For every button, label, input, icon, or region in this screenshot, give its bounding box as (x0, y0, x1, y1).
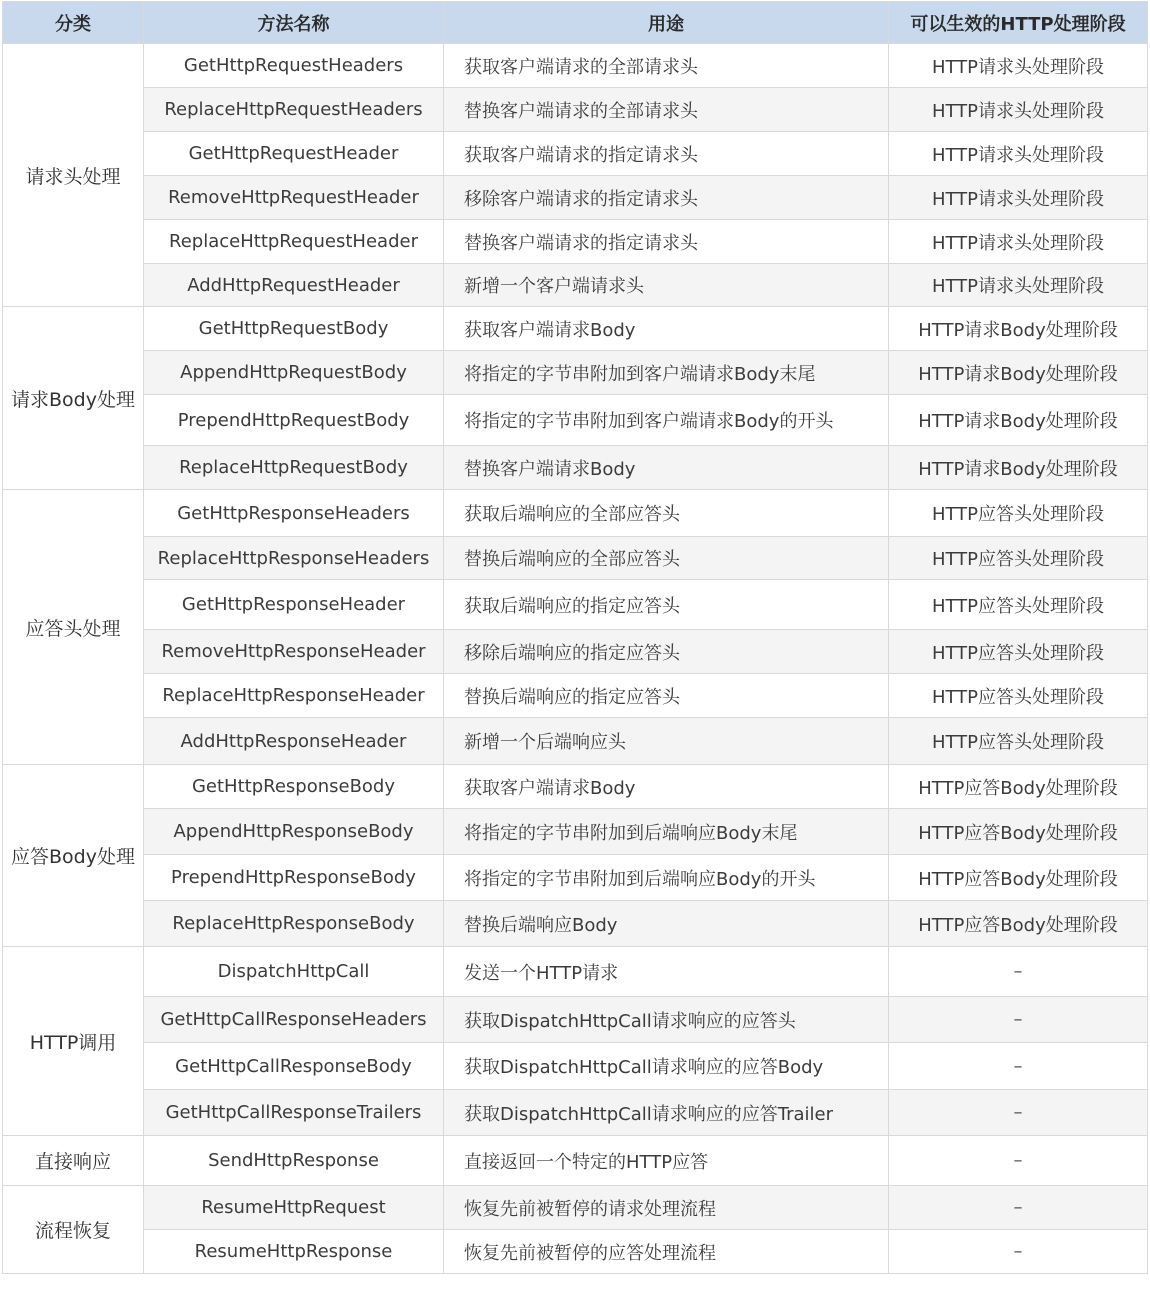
usage-cell: 替换后端响应的全部应答头 (444, 537, 889, 580)
method-name-cell: AddHttpRequestHeader (144, 264, 444, 307)
method-name-cell: GetHttpRequestBody (144, 307, 444, 351)
usage-cell: 获取DispatchHttpCall请求响应的应答Body (444, 1043, 889, 1090)
method-name-cell: RemoveHttpResponseHeader (144, 630, 444, 674)
phase-cell: HTTP应答Body处理阶段 (889, 901, 1148, 947)
table-row (3, 674, 1148, 718)
phase-cell: HTTP请求头处理阶段 (889, 132, 1148, 176)
table-row (3, 264, 1148, 307)
usage-cell: 新增一个客户端请求头 (444, 264, 889, 307)
phase-cell: HTTP请求Body处理阶段 (889, 446, 1148, 490)
usage-cell: 移除客户端请求的指定请求头 (444, 176, 889, 220)
method-name-cell: GetHttpResponseHeaders (144, 490, 444, 537)
usage-cell: 将指定的字节串附加到客户端请求Body末尾 (444, 351, 889, 395)
usage-cell: 获取后端响应的全部应答头 (444, 490, 889, 537)
phase-cell: HTTP应答头处理阶段 (889, 718, 1148, 765)
phase-cell: HTTP应答Body处理阶段 (889, 765, 1148, 809)
method-name-cell: GetHttpRequestHeader (144, 132, 444, 176)
phase-cell: – (889, 1090, 1148, 1136)
method-name-cell: ReplaceHttpResponseBody (144, 901, 444, 947)
method-name-cell: RemoveHttpRequestHeader (144, 176, 444, 220)
phase-cell: – (889, 1043, 1148, 1090)
phase-cell: HTTP请求头处理阶段 (889, 220, 1148, 264)
phase-cell: HTTP应答头处理阶段 (889, 630, 1148, 674)
method-name-cell: PrependHttpResponseBody (144, 855, 444, 901)
method-name-cell: AppendHttpRequestBody (144, 351, 444, 395)
usage-cell: 将指定的字节串附加到客户端请求Body的开头 (444, 395, 889, 446)
usage-cell: 获取客户端请求Body (444, 307, 889, 351)
phase-cell: HTTP应答头处理阶段 (889, 537, 1148, 580)
table-row (3, 132, 1148, 176)
method-name-cell: ResumeHttpRequest (144, 1186, 444, 1230)
method-name-cell: AppendHttpResponseBody (144, 809, 444, 855)
category-cell: 请求头处理 (3, 44, 144, 307)
category-cell: 应答头处理 (3, 490, 144, 765)
usage-cell: 获取客户端请求的指定请求头 (444, 132, 889, 176)
table-row (3, 176, 1148, 220)
method-name-cell: ReplaceHttpRequestHeaders (144, 88, 444, 132)
table-row (3, 630, 1148, 674)
table-row (3, 1230, 1148, 1274)
table-row (3, 947, 1148, 997)
table-row (3, 1136, 1148, 1186)
category-cell: 流程恢复 (3, 1186, 144, 1274)
phase-cell: HTTP请求头处理阶段 (889, 176, 1148, 220)
usage-cell: 获取客户端请求的全部请求头 (444, 44, 889, 88)
category-cell: 请求Body处理 (3, 307, 144, 490)
phase-cell: HTTP应答Body处理阶段 (889, 809, 1148, 855)
table-row (3, 88, 1148, 132)
table-row (3, 765, 1148, 809)
http-api-table (2, 1, 1148, 1274)
method-name-cell: PrependHttpRequestBody (144, 395, 444, 446)
method-name-cell: DispatchHttpCall (144, 947, 444, 997)
usage-cell: 将指定的字节串附加到后端响应Body末尾 (444, 809, 889, 855)
usage-cell: 替换后端响应的指定应答头 (444, 674, 889, 718)
usage-cell: 获取客户端请求Body (444, 765, 889, 809)
method-name-cell: GetHttpResponseBody (144, 765, 444, 809)
table-row (3, 307, 1148, 351)
table-body (3, 44, 1148, 1274)
phase-cell: – (889, 1230, 1148, 1274)
phase-cell: HTTP应答头处理阶段 (889, 580, 1148, 630)
phase-cell: – (889, 1186, 1148, 1230)
phase-cell: HTTP请求头处理阶段 (889, 88, 1148, 132)
method-name-cell: ReplaceHttpResponseHeaders (144, 537, 444, 580)
usage-cell: 获取后端响应的指定应答头 (444, 580, 889, 630)
method-name-cell: ReplaceHttpResponseHeader (144, 674, 444, 718)
table-header-row (3, 2, 1148, 44)
usage-cell: 直接返回一个特定的HTTP应答 (444, 1136, 889, 1186)
table-row (3, 1090, 1148, 1136)
usage-cell: 将指定的字节串附加到后端响应Body的开头 (444, 855, 889, 901)
phase-cell: HTTP请求Body处理阶段 (889, 351, 1148, 395)
method-name-cell: GetHttpResponseHeader (144, 580, 444, 630)
phase-cell: HTTP应答头处理阶段 (889, 674, 1148, 718)
table-row (3, 395, 1148, 446)
usage-cell: 替换客户端请求的指定请求头 (444, 220, 889, 264)
method-name-cell: ReplaceHttpRequestHeader (144, 220, 444, 264)
usage-cell: 替换客户端请求的全部请求头 (444, 88, 889, 132)
table-row (3, 537, 1148, 580)
method-name-cell: AddHttpResponseHeader (144, 718, 444, 765)
method-name-cell: GetHttpCallResponseTrailers (144, 1090, 444, 1136)
usage-cell: 新增一个后端响应头 (444, 718, 889, 765)
table-row (3, 351, 1148, 395)
table-row (3, 580, 1148, 630)
category-cell: HTTP调用 (3, 947, 144, 1136)
method-name-cell: SendHttpResponse (144, 1136, 444, 1186)
table-row (3, 901, 1148, 947)
table-row (3, 997, 1148, 1043)
table-row (3, 855, 1148, 901)
usage-cell: 替换后端响应Body (444, 901, 889, 947)
method-name-cell: ResumeHttpResponse (144, 1230, 444, 1274)
phase-cell: HTTP应答Body处理阶段 (889, 855, 1148, 901)
table-row (3, 446, 1148, 490)
table-row (3, 1043, 1148, 1090)
usage-cell: 发送一个HTTP请求 (444, 947, 889, 997)
header-usage: 用途 (444, 2, 889, 44)
method-name-cell: ReplaceHttpRequestBody (144, 446, 444, 490)
usage-cell: 移除后端响应的指定应答头 (444, 630, 889, 674)
header-phase: 可以生效的HTTP处理阶段 (889, 2, 1148, 44)
table-row (3, 1186, 1148, 1230)
phase-cell: HTTP请求头处理阶段 (889, 264, 1148, 307)
category-cell: 直接响应 (3, 1136, 144, 1186)
phase-cell: HTTP应答头处理阶段 (889, 490, 1148, 537)
table-row (3, 220, 1148, 264)
phase-cell: HTTP请求Body处理阶段 (889, 307, 1148, 351)
table-row (3, 44, 1148, 88)
phase-cell: – (889, 1136, 1148, 1186)
usage-cell: 恢复先前被暂停的应答处理流程 (444, 1230, 889, 1274)
usage-cell: 获取DispatchHttpCall请求响应的应答Trailer (444, 1090, 889, 1136)
method-name-cell: GetHttpCallResponseBody (144, 1043, 444, 1090)
phase-cell: HTTP请求头处理阶段 (889, 44, 1148, 88)
header-category: 分类 (3, 2, 144, 44)
header-method: 方法名称 (144, 2, 444, 44)
phase-cell: – (889, 997, 1148, 1043)
usage-cell: 获取DispatchHttpCall请求响应的应答头 (444, 997, 889, 1043)
method-name-cell: GetHttpCallResponseHeaders (144, 997, 444, 1043)
table-row (3, 809, 1148, 855)
table-row (3, 490, 1148, 537)
table-row (3, 718, 1148, 765)
phase-cell: HTTP请求Body处理阶段 (889, 395, 1148, 446)
usage-cell: 替换客户端请求Body (444, 446, 889, 490)
method-name-cell: GetHttpRequestHeaders (144, 44, 444, 88)
usage-cell: 恢复先前被暂停的请求处理流程 (444, 1186, 889, 1230)
phase-cell: – (889, 947, 1148, 997)
category-cell: 应答Body处理 (3, 765, 144, 947)
